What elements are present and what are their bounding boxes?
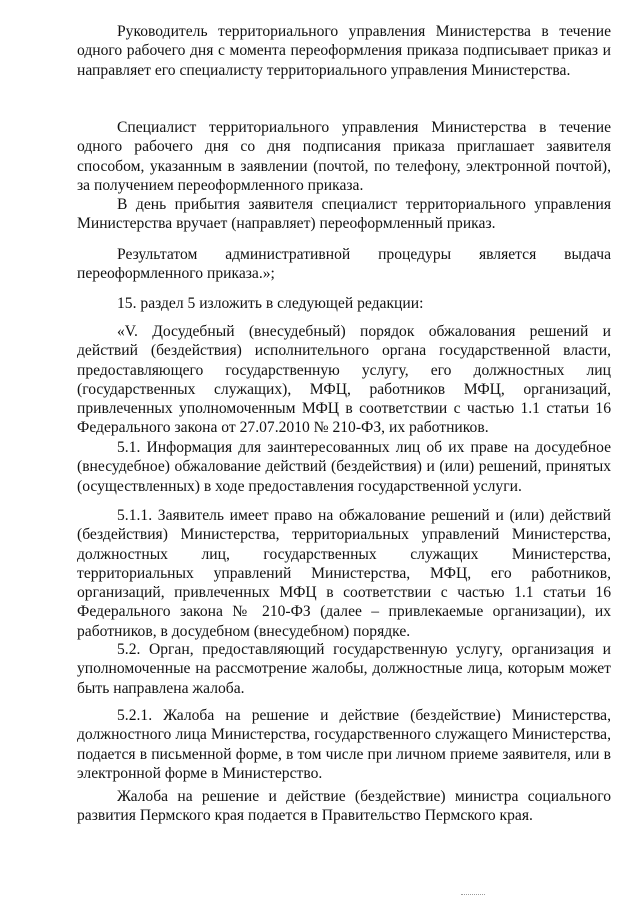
paragraph-5-1: 5.1. Информация для заинтересованных лиц об их праве на досудебное (внесудебное) обжалование действий (бездействия) и (или) решений, принятых (осуществленных) в ходе предоставления государственной услуги. (77, 439, 611, 495)
paragraph-5-2: 5.2. Орган, предоставляющий государственную услугу, организация и уполномоченные на рассмотрение жалобы, должностные лица, которым может быть направлена жалоба. (77, 641, 611, 697)
paragraph-5-1-1: 5.1.1. Заявитель имеет право на обжалование решений и (или) действий (бездействия) Министерства, территориальных управлений Министерства, должностных лиц, государственных служащих Министерства, территориальных управлений Министерства, МФЦ, его работников, организаций, привлеченных МФЦ в соответствии с частью 1.1 статьи 16 Федерального закона № 210-ФЗ (далее – привлекаемые организации), их работников, в досудебном (внесудебном) порядке. (77, 507, 611, 640)
paragraph-item-15: 15. раздел 5 изложить в следующей редакции: (117, 295, 424, 312)
footer-scan-mark (461, 894, 485, 895)
paragraph-procedure-result: Результатом административной процедуры является выдача переоформленного приказа.»; (77, 246, 611, 283)
paragraph-specialist-invites: Специалист территориального управления Министерства в течение одного рабочего дня со дня подписания приказа приглашает заявителя способом, указанным в заявлении (почтой, по телефону, электронной почтой), за получением переоформленного приказа. (77, 119, 611, 194)
paragraph-delivery-day: В день прибытия заявителя специалист территориального управления Министерства вручает (направляет) переоформленный приказ. (77, 196, 611, 233)
paragraph-head-signs-order: Руководитель территориального управления Министерства в течение одного рабочего дня с момента переоформления приказа подписывает приказ и направляет его специалисту территориального управления Министерства. (77, 23, 611, 79)
section-5-heading: «V. Досудебный (внесудебный) порядок обжалования решений и действий (бездействия) исполнительного органа государственной власти, предоставляющего государственную услугу, его должностных лиц (государственных служащих), МФЦ, работников МФЦ, организаций, привлеченных уполномоченным МФЦ в соответствии с частью 1.1 статьи 16 Федерального закона от 27.07.2010 № 210-ФЗ, их работников. (77, 323, 611, 437)
paragraph-minister-complaint: Жалоба на решение и действие (бездействие) министра социального развития Пермского края подается в Правительство Пермского края. (77, 788, 611, 825)
paragraph-5-2-1: 5.2.1. Жалоба на решение и действие (бездействие) Министерства, должностного лица Министерства, государственного служащего Министерства, подается в письменной форме, в том числе при личном приеме заявителя, или в электронной форме в Министерство. (77, 707, 611, 782)
